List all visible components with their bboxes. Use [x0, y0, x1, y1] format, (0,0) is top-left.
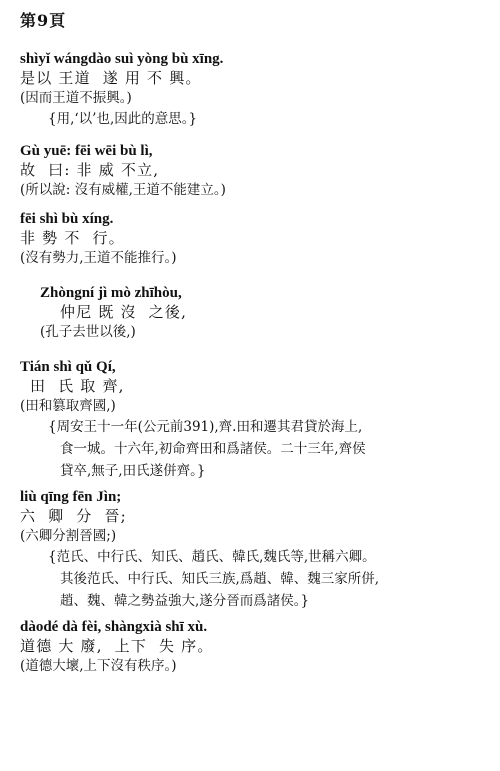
chinese-line: 道德 大 廢, 上下 失 序。	[20, 637, 214, 655]
pinyin-line: liù qīng fēn Jìn;	[20, 489, 122, 505]
translation-line: (孔子去世以後,)	[40, 324, 136, 340]
annotation-line: 食一城。十六年,初命齊田和爲諸侯。二十三年,齊侯	[60, 441, 366, 457]
pinyin-line: shìyǐ wángdào suì yòng bù xīng.	[20, 51, 224, 67]
translation-line: (田和篡取齊國,)	[20, 398, 116, 414]
translation-line: (道德大壞,上下沒有秩序。)	[20, 658, 177, 674]
pinyin-line: dàodé dà fèi, shàngxià shī xù.	[20, 619, 208, 635]
verse-section	[0, 284, 500, 342]
verse-section	[0, 50, 500, 130]
annotation-line: {范氏、中行氏、知氏、趙氏、韓氏,魏氏等,世稱六卿。	[48, 549, 376, 565]
verse-section	[0, 618, 500, 676]
chinese-line: 田 氏 取 齊,	[30, 377, 125, 395]
verse-section	[0, 210, 500, 268]
verse-section	[0, 142, 500, 200]
chinese-line: 六 卿 分 晉;	[20, 507, 127, 525]
translation-line: (沒有勢力,王道不能推行。)	[20, 250, 177, 266]
annotation-line: {周安王十一年(公元前391),齊.田和遷其君貸於海上,	[48, 419, 363, 435]
chinese-line: 是以 王道 遂 用 不 興。	[20, 69, 202, 87]
page-heading: 第9頁	[20, 11, 67, 30]
chinese-line: 仲尼 既 沒 之後,	[60, 303, 188, 321]
annotation-line: 貸卒,無子,田氏遂併齊。}	[60, 463, 206, 479]
translation-line: (六卿分割晉國;)	[20, 528, 117, 544]
verse-section	[0, 358, 500, 482]
annotation-line: 趙、魏、韓之勢益強大,遂分晉而爲諸侯。}	[60, 593, 310, 609]
translation-line: (因而王道不振興。)	[20, 90, 132, 106]
annotation-line: {用,‘以’也,因此的意思。}	[48, 111, 198, 127]
pinyin-line: Zhòngní jì mò zhīhòu,	[40, 285, 182, 301]
verse-section	[0, 488, 500, 612]
pinyin-line: fēi shì bù xíng.	[20, 211, 114, 227]
pinyin-line: Tián shì qǔ Qí,	[20, 359, 116, 375]
annotation-line: 其後范氏、中行氏、知氏三族,爲趙、韓、魏三家所併,	[60, 571, 380, 587]
pinyin-line: Gù yuē: fēi wēi bù lì,	[20, 143, 153, 159]
chinese-line: 故 曰: 非 威 不立,	[20, 161, 160, 179]
chinese-line: 非 勢 不 行。	[20, 229, 125, 247]
translation-line: (所以說: 沒有威權,王道不能建立。)	[20, 182, 226, 198]
